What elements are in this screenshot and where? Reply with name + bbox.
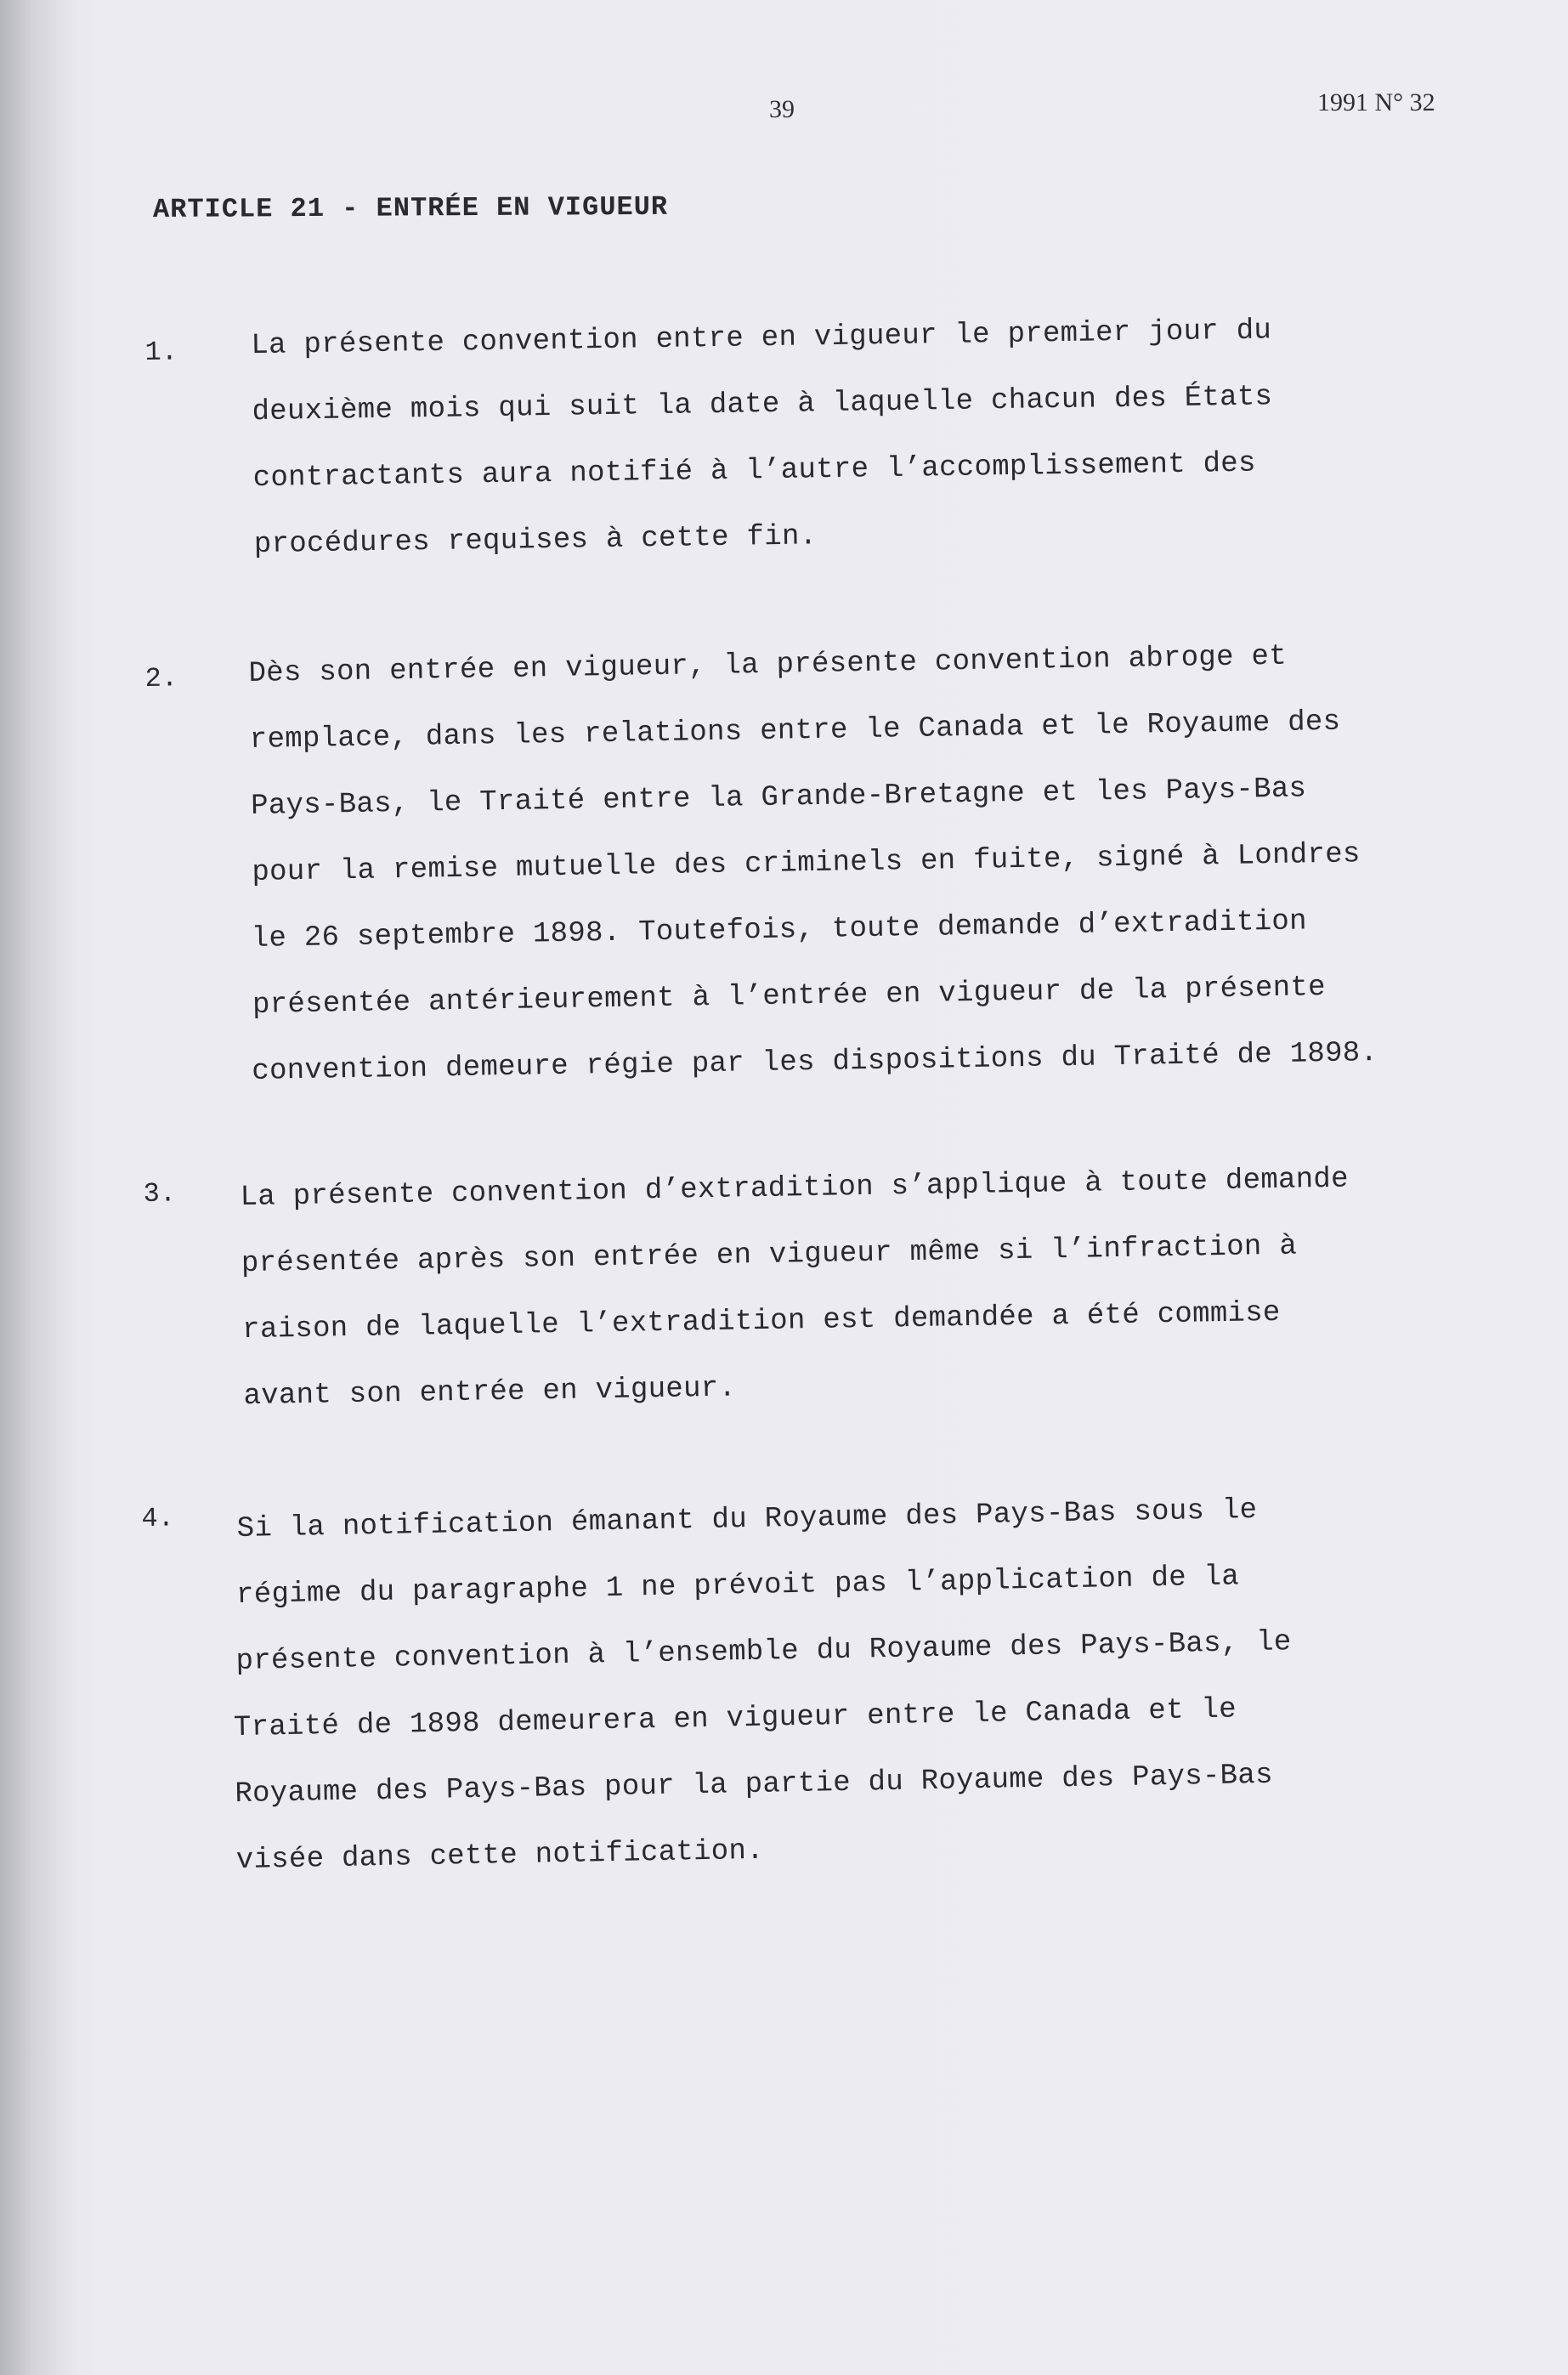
paragraph-line: Si la notification émanant du Royaume des Pays-Bas sous le bbox=[236, 1494, 1258, 1546]
paragraph-line: Pays-Bas, le Traité entre la Grande-Bretagne et les Pays-Bas bbox=[250, 773, 1307, 823]
paragraph-line: présente convention à l’ensemble du Royaume des Pays-Bas, le bbox=[235, 1626, 1292, 1679]
paragraph-3 bbox=[143, 1141, 1453, 1414]
page-number: 39 bbox=[769, 95, 795, 123]
paragraph-line: visée dans cette notification. bbox=[235, 1834, 765, 1878]
paragraph-line: deuxième mois qui suit la date à laquelle chacun des États bbox=[252, 381, 1273, 429]
paragraph-line: pour la remise mutuelle des criminels en fuite, signé à Londres bbox=[252, 838, 1361, 889]
document-reference: 1991 N° 32 bbox=[1317, 88, 1435, 116]
paragraph-line: contractants aura notifié à l’autre l’accomplissement des bbox=[252, 447, 1257, 496]
paragraph-line: Royaume des Pays-Bas pour la partie du Royaume des Pays-Bas bbox=[235, 1759, 1274, 1811]
paragraph-line: le 26 septembre 1898. Toutefois, toute demande d’extradition bbox=[251, 905, 1308, 955]
paragraph-number: 2. bbox=[144, 662, 178, 694]
binding-gutter-shadow bbox=[0, 0, 76, 2375]
paragraph-line: convention demeure régie par les dispositions du Traité de 1898. bbox=[252, 1037, 1378, 1088]
paragraph-line: avant son entrée en vigueur. bbox=[243, 1372, 737, 1414]
paragraph-line: régime du paragraphe 1 ne prévoit pas l’application de la bbox=[235, 1561, 1240, 1613]
paragraph-line: Dès son entrée en vigueur, la présente convention abroge et bbox=[248, 640, 1288, 690]
paragraph-line: remplace, dans les relations entre le Canada et le Royaume des bbox=[249, 706, 1341, 757]
paragraph-line: raison de laquelle l’extradition est demandée a été commise bbox=[241, 1296, 1281, 1347]
paragraph-line: La présente convention d’extradition s’applique à toute demande bbox=[240, 1163, 1350, 1215]
paragraph-line: présentée antérieurement à l’entrée en vigueur de la présente bbox=[252, 972, 1327, 1022]
paragraph-line: procédures requises à cette fin. bbox=[253, 520, 818, 562]
article-heading: ARTICLE 21 - ENTRÉE EN VIGUEUR bbox=[152, 190, 669, 225]
paragraph-line: Traité de 1898 demeurera en vigueur entre le Canada et le bbox=[233, 1693, 1237, 1745]
paragraph-2 bbox=[144, 622, 1453, 1088]
paragraph-line: La présente convention entre en vigueur le premier jour du bbox=[251, 315, 1272, 363]
paragraph-number: 4. bbox=[141, 1502, 175, 1535]
paragraph-1 bbox=[144, 302, 1453, 562]
paragraph-number: 3. bbox=[143, 1177, 177, 1210]
paragraph-4 bbox=[141, 1472, 1453, 1878]
paragraph-number: 1. bbox=[144, 336, 178, 368]
paragraph-line: présentée après son entrée en vigueur même si l’infraction à bbox=[241, 1230, 1298, 1281]
